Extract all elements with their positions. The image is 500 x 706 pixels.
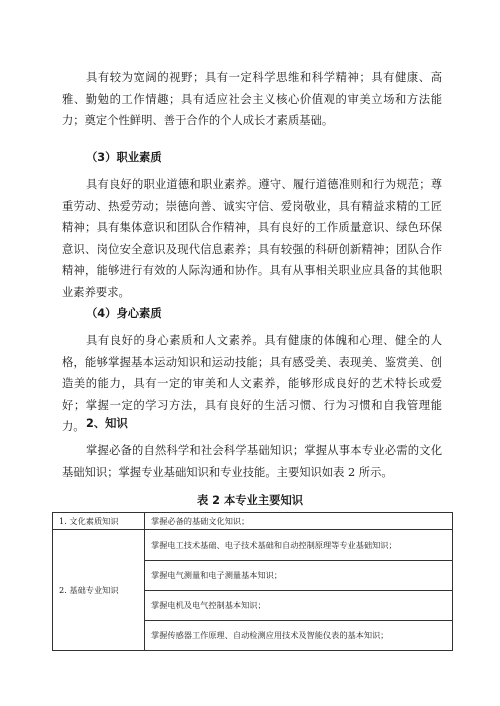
table-cell-item: 掌握电气测量和电子测量基本知识； [145,561,453,591]
paragraph-professional-quality: 具有良好的职业道德和职业素养。遵守、履行道德准则和行为规范；尊重劳动、热爱劳动；崇德向善、诚实守信、爱岗敬业，具有精益求精的工匠精神；具有集体意识和团队合作精神，具有良好的工作质量意识、绿色环保意识、岗位安全意识及现代信息素养；具有较强的科研创新精神；团队合作精神，能够进行有效的人际沟通和协作。具有从事相关职业应具备的其他职业素养要求。 [62,178,442,299]
table-cell-item: 掌握必备的基础文化知识； [145,513,453,530]
table-cell-item: 掌握电机及电气控制基本知识； [145,591,453,621]
paragraph-physical-mental-quality: 具有良好的身心素质和人文素养。具有健康的体魄和心理、健全的人格，能够掌握基本运动知识和运动技能；具有感受美、表现美、鉴赏美、创造美的能力，具有一定的审美和人文素养，能够形成良好的艺术特长或爱好；掌握一定的学习方法，具有良好的生活习惯、行为习惯和自我管理能力。 [62,334,442,433]
table-row [53,530,453,561]
heading-physical-mental-quality: （4）身心素质 [86,307,162,320]
table-cell-category: 1. 文化素质知识 [53,513,145,530]
heading-professional-quality: （3）职业素质 [86,151,162,164]
heading-knowledge: 2、知识 [86,417,128,430]
table-cell-item: 掌握电工技术基础、电子技术基础和自动控制原理等专业基础知识； [145,530,453,561]
table-caption: 表 2 本专业主要知识 [196,494,304,507]
table-cell-item: 掌握传感器工作原理、自动检测应用技术及智能仪表的基本知识； [145,621,453,651]
paragraph-knowledge: 掌握必备的自然科学和社会科学基础知识；掌握从事本专业必需的文化基础知识；掌握专业基础知识和专业技能。主要知识如表 2 所示。 [62,444,442,479]
table-cell-category: 2. 基础专业知识 [53,530,145,651]
knowledge-table [52,512,453,651]
paragraph-vision: 具有较为宽阔的视野；具有一定科学思维和科学精神；具有健康、高雅、勤勉的工作情趣；具有适应社会主义核心价值观的审美立场和方法能力；奠定个性鲜明、善于合作的个人成长才素质基础。 [62,71,442,127]
table-row [53,513,453,530]
